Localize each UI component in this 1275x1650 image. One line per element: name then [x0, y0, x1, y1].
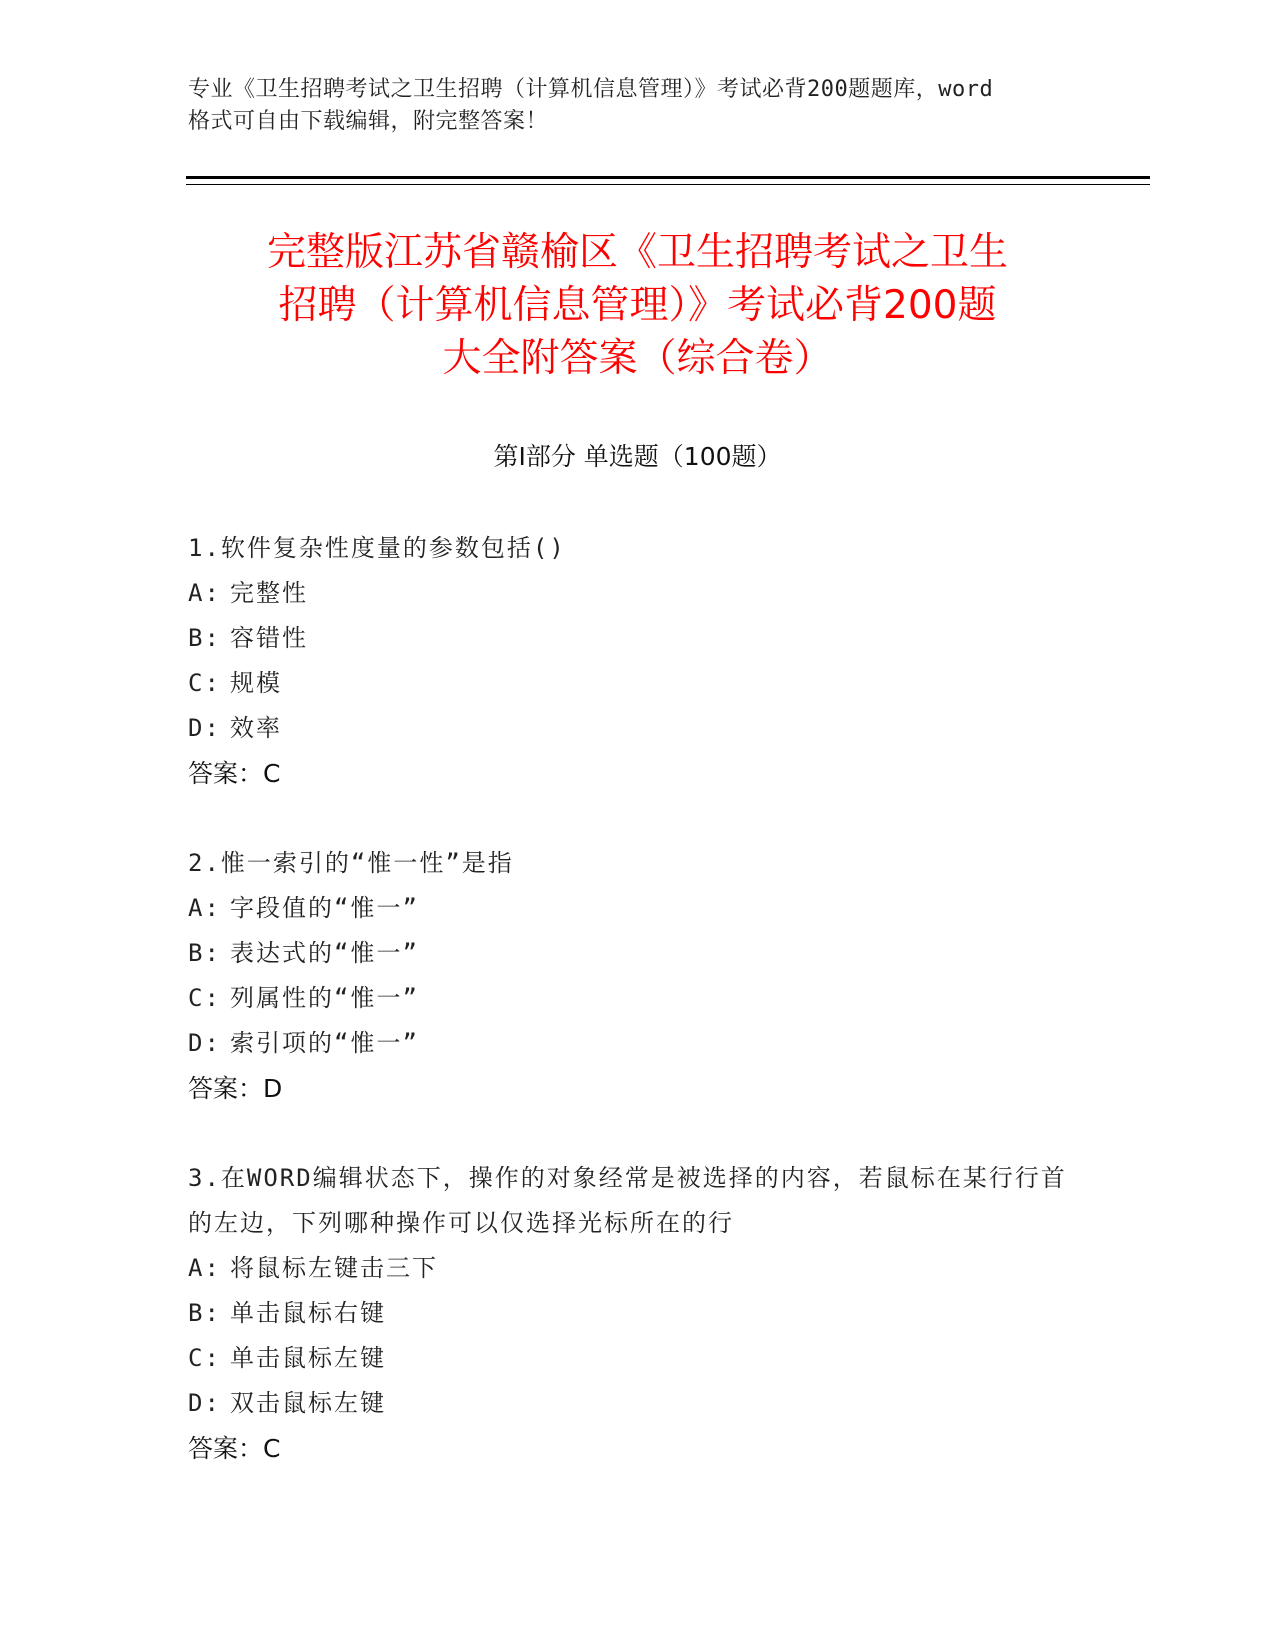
option-b: [188, 1291, 1088, 1336]
option-text: 规模: [230, 669, 282, 697]
option-text: 单击鼠标右键: [230, 1299, 386, 1327]
question-spacer: [188, 1111, 1088, 1156]
option-d: [188, 1381, 1088, 1426]
document-title: [190, 226, 1085, 385]
option-text: 完整性: [230, 579, 308, 607]
option-key: D:: [188, 714, 221, 742]
option-d: [188, 1021, 1088, 1066]
question-list: [188, 526, 1088, 1471]
option-text: 列属性的“惟一”: [230, 984, 419, 1012]
question-3: [188, 1156, 1088, 1471]
option-a: [188, 571, 1088, 616]
section-heading: 第Ⅰ部分 单选题（100题）: [493, 442, 782, 471]
option-text: 容错性: [230, 624, 308, 652]
option-d: [188, 706, 1088, 751]
option-b: [188, 931, 1088, 976]
option-key: D:: [188, 1029, 221, 1057]
question-stem: 1.软件复杂性度量的参数包括(): [188, 534, 566, 562]
option-b: [188, 616, 1088, 661]
option-c: [188, 1336, 1088, 1381]
option-text: 索引项的“惟一”: [230, 1029, 419, 1057]
option-key: C:: [188, 669, 221, 697]
option-key: A:: [188, 579, 221, 607]
header-note: [188, 74, 1088, 138]
option-key: C:: [188, 1344, 221, 1372]
option-key: B:: [188, 1299, 221, 1327]
option-key: B:: [188, 939, 221, 967]
option-key: A:: [188, 894, 221, 922]
question-stem: 2.惟一索引的“惟一性”是指: [188, 849, 514, 877]
option-text: 字段值的“惟一”: [230, 894, 419, 922]
option-key: D:: [188, 1389, 221, 1417]
header-divider-thick: [186, 176, 1150, 179]
option-c: [188, 976, 1088, 1021]
header-line-1: 专业《卫生招聘考试之卫生招聘（计算机信息管理）》考试必背200题题库，word: [188, 77, 994, 102]
answer-line: 答案：C: [188, 759, 281, 788]
header-line-2: 格式可自由下载编辑，附完整答案！: [188, 109, 549, 134]
title-line-3: 大全附答案（综合卷）: [442, 336, 833, 381]
answer-line: 答案：C: [188, 1434, 281, 1463]
answer-line: 答案：D: [188, 1074, 283, 1103]
title-line-2: 招聘（计算机信息管理）》考试必背200题: [278, 283, 997, 328]
option-text: 将鼠标左键击三下: [230, 1254, 438, 1282]
question-1: [188, 526, 1088, 796]
question-stem: 3.在WORD编辑状态下，操作的对象经常是被选择的内容，若鼠标在某行行首的左边，下列哪种操作可以仅选择光标所在的行: [188, 1164, 1067, 1237]
option-c: [188, 661, 1088, 706]
option-text: 双击鼠标左键: [230, 1389, 386, 1417]
option-key: B:: [188, 624, 221, 652]
option-a: [188, 886, 1088, 931]
header-divider-thin: [186, 184, 1150, 185]
question-spacer: [188, 796, 1088, 841]
option-text: 单击鼠标左键: [230, 1344, 386, 1372]
option-a: [188, 1246, 1088, 1291]
option-text: 效率: [230, 714, 282, 742]
option-key: A:: [188, 1254, 221, 1282]
question-2: [188, 841, 1088, 1111]
option-text: 表达式的“惟一”: [230, 939, 419, 967]
option-key: C:: [188, 984, 221, 1012]
title-line-1: 完整版江苏省赣榆区《卫生招聘考试之卫生: [266, 230, 1008, 275]
